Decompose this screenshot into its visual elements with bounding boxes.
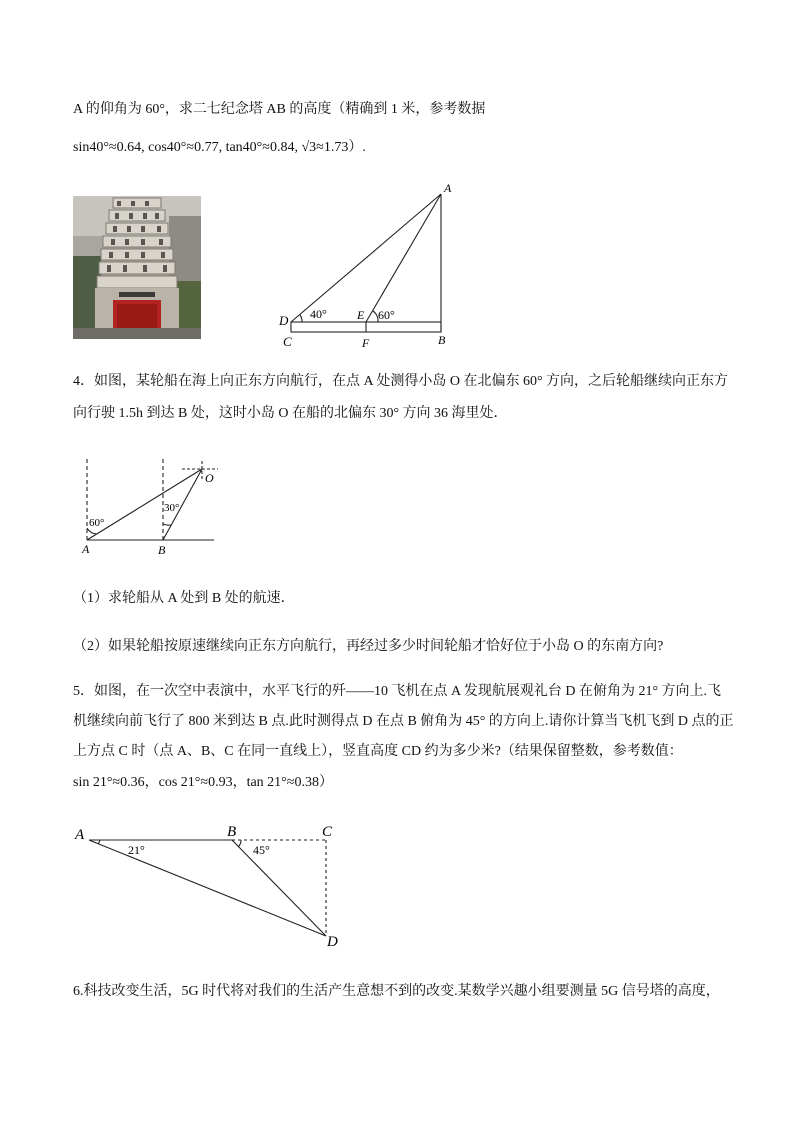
figure-ship-island [70,455,230,560]
fig1-label-E: E [357,308,365,322]
q4-sub-1: （1）求轮船从 A 处到 B 处的航速． [73,591,295,606]
intro-line-1: A 的仰角为 60°，求二七纪念塔 AB 的高度（精确到 1 米，参考数据 [73,102,486,117]
fig2-label-B: B [158,543,166,557]
fig3-angle-45: 45° [253,843,270,857]
figure-tower-triangle [270,178,460,350]
fig1-label-F: F [362,336,370,350]
fig3-label-B: B [227,824,237,840]
tower-photo [73,196,201,339]
q5-line-4: sin 21°≈0.36，cos 21°≈0.93，tan 21°≈0.38） [73,775,333,790]
fig2-angle-30: 30° [164,502,180,514]
q4-sub-2: （2）如果轮船按原速继续向正东方向航行，再经过多少时间轮船才恰好位于小岛 O 的东南方向? [73,639,664,654]
fig3-label-C: C [322,824,333,840]
fig3-angle-21: 21° [128,843,145,857]
q4-line-1: 4．如图，某轮船在海上向正东方向航行，在点 A 处测得小岛 O 在北偏东 60° 方向，之后轮船继续向正东方 [73,374,729,389]
q5-line-1: 5．如图，在一次空中表演中，水平飞行的歼——10 飞机在点 A 发现航展观礼台 D 在俯角为 21° 方向上.飞 [73,684,722,699]
fig3-label-A: A [75,827,85,843]
intro-line-2: sin40°≈0.64, cos40°≈0.77, tan40°≈0.84, √3≈1.73）. [73,140,366,155]
fig1-label-D: D [279,313,289,328]
fig3-label-D: D [327,934,338,950]
q4-line-2: 向行驶 1.5h 到达 B 处，这时小岛 O 在船的北偏东 30° 方向 36 海里处． [73,406,508,421]
fig1-label-A: A [444,181,452,195]
fig1-label-B: B [438,333,446,347]
fig2-label-O: O [205,471,214,485]
fig2-label-A: A [82,542,90,556]
fig1-label-C: C [283,334,292,349]
q6-line-1: 6.科技改变生活，5G 时代将对我们的生活产生意想不到的改变.某数学兴趣小组要测量 5G 信号塔的高度， [73,984,720,999]
fig1-angle-60: 60° [378,308,395,322]
fig2-angle-60: 60° [89,517,105,529]
q5-line-2: 机继续向前飞行了 800 米到达 B 点.此时测得点 D 在点 B 俯角为 45° 的方向上.请你计算当飞机飞到 D 点的正 [73,714,734,729]
fig1-angle-40: 40° [310,307,327,321]
figure-airplane [72,820,352,955]
q5-line-3: 上方点 C 时（点 A、B、C 在同一直线上），竖直高度 CD 约为多少米?（结果保留整数，参考数值： [73,744,683,759]
